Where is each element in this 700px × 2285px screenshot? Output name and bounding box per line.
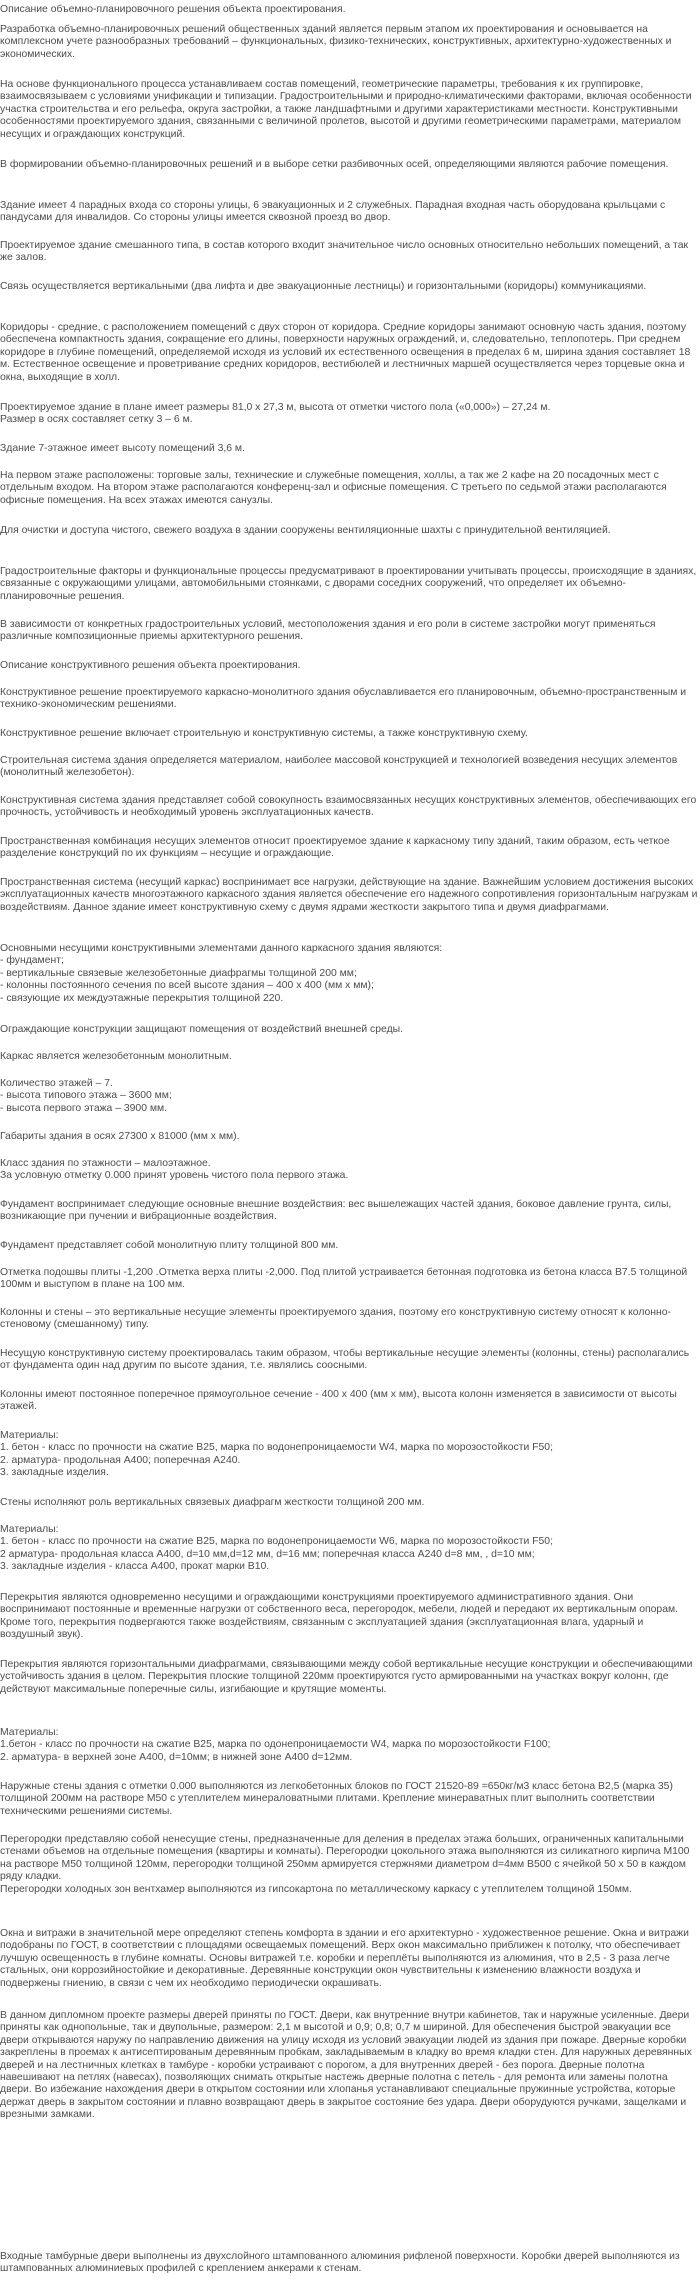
paragraph: Проектируемое здание смешанного типа, в состав которого входит значительное число основных относительно небольших помещений, а так же залов.: [0, 240, 689, 264]
paragraph: Для очистки и доступа чистого, свежего воздуха в здании сооружены вентиляционные шахты с принудительной вентиляцией.: [0, 525, 611, 536]
paragraph: Колонны и стены – это вертикальные несущие элементы проектируемого здания, поэтому его конструктивную систему относят к колонно-стеновому (смешанному) типу.: [0, 1307, 672, 1331]
paragraph: Пространственная система (несущий каркас) воспринимает все нагрузки, действующие на здание. Важнейшим условием достижения высоких эксплуатационных качеств многоэтажного каркасного здания является обеспечение его надежного сопротивления горизонтальным нагрузкам и воздействиям. Данное здание имеет конструктивную схему с двумя ядрами жесткости закрытого типа и двумя диафрагмами.: [0, 877, 698, 913]
paragraph: Строительная система здания определяется материалом, наиболее массовой конструкцией и технологией возведения несущих элементов (монолитный железобетон).: [0, 755, 678, 779]
paragraph: Конструктивная система здания представляет собой совокупность взаимосвязанных несущих конструктивных элементов, обеспечивающих его прочность, устойчивость и необходимый уровень эксплуатационных качеств.: [0, 795, 697, 819]
paragraph: Каркас является железобетонным монолитным.: [0, 1051, 232, 1062]
paragraph: Ограждающие конструкции защищают помещения от воздействий внешней среды.: [0, 1024, 403, 1035]
paragraph: В данном дипломном проекте размеры дверей приняты по ГОСТ. Двери, как внутренние внутри кабинетов, так и наружные усиленные. Двери приняты как однопольные, так и двупольные, размером: 2,1 м высотой и 0,9; 0,8; 0,7 м шириной. Для обеспечения быстрой эвакуации все двери открываются наружу по направлению движения на улицу исходя из условий эвакуации людей из здания при пожаре. Дверные коробки закреплены в проемах к антисептированым деревянным пробкам, закладываемым в кладку во время кладки стен. Для наружных деревянных дверей и на лестничных клетках в тамбуре - коробки устраивают с порогом, а для внутренних дверей - без порога. Дверные полотна навешивают на петлях (навесах), позволяющих снимать открытые настежь дверные полотна с петель - для ремонта или замены полотна двери. Во избежание нахождения двери в открытом состоянии или хлопанья устанавливают специальные пружинные устройства, которые держат дверь в закрытом состоянии и плавно возвращают дверь в закрытое состояние без удара. Двери оборудуются ручками, защелками и врезными замками.: [0, 2010, 692, 2121]
paragraph: Класс здания по этажности – малоэтажное. За условную отметку 0.000 принят уровень чистого пола первого этажа.: [0, 1158, 349, 1182]
section-heading-structural: Описание конструктивного решения объекта проектирования.: [0, 660, 301, 671]
paragraph: Перекрытия являются горизонтальными диафрагмами, связывающими между собой вертикальные несущие конструкции и обеспечивающими устойчивость здания в целом. Перекрытия плоские толщиной 220мм проектируются густо армированными на участках вокруг колонн, где действуют максимальные поперечные силы, изгибающие и крутящие моменты.: [0, 1659, 693, 1695]
paragraph: Габариты здания в осях 27300 х 81000 (мм х мм).: [0, 1131, 240, 1142]
paragraph: Наружные стены здания с отметки 0.000 выполняются из легкобетонных блоков по ГОСТ 21520-89 =650кг/м3 класс бетона В2,5 (марка 35) толщиной 200мм на растворе М50 с утеплителем минераловатными плитами. Крепление минераватных плит выполнить соответствии техническими решениями системы.: [0, 1781, 673, 1817]
paragraph: Коридоры - средние, с расположением помещений с двух сторон от коридора. Средние коридоры занимают основную часть здания, поэтому обеспечена компактность здания, сокращение его длины, поверхности наружных ограждений, и, следовательно, теплопотерь. При среднем коридоре в глубине помещений, определяемой исходя из условий их естественного освещения в пределах 6 м, ширина здания составляет 18 м. Естественное освещение и проветривание средних коридоров, вестибюлей и лестничных маршей осуществляется через торцевые окна и окна, выходящие в холл.: [0, 322, 691, 383]
paragraph: Связь осуществляется вертикальными (два лифта и две эвакуационные лестницы) и горизонтальными (коридоры) коммуникациями.: [0, 281, 647, 292]
paragraph: Перегородки представляю собой ненесущие стены, предназначенные для деления в пределах этажа больших, ограниченных капитальными стенами объемов на отдельные помещения (квартиры и комнаты). Перегородки цокольного этажа выполняются из силикатного кирпича М100 на растворе М50 толщиной 120мм, перегородки толщиной 250мм армируется стержнями диаметром d=4мм В500 с ячейкой 50 х 50 в каждом ряду кладки. Перегородки холодных зон вентхамер выполняются из гипсокартона по металлическому каркасу с утеплителем толщиной 150мм.: [0, 1834, 690, 1895]
paragraph: Здание 7-этажное имеет высоту помещений 3,6 м.: [0, 443, 245, 454]
materials-list: Материалы: 1. бетон - класс по прочности на сжатие В25, марка по водонепроницаемости W6, марка по морозостойкости F50; 2 арматура- продольная класса А400, d=10 мм,d=12 мм, d=16 мм; поперечная класса А240 d=8 мм, , d=10 мм; 3. закладные изделия - класса А400, прокат марки В10.: [0, 1524, 553, 1573]
paragraph: Конструктивное решение включает строительную и конструктивную системы, а также конструктивную схему.: [0, 728, 528, 739]
paragraph: В формировании объемно-планировочных решений и в выборе сетки разбивочных осей, определяющими являются рабочие помещения.: [0, 159, 669, 170]
list-paragraph: Количество этажей – 7. - высота типового этажа – 3600 мм; - высота первого этажа – 3900 мм.: [0, 1078, 172, 1114]
paragraph: Фундамент представляет собой монолитную плиту толщиной 800 мм.: [0, 1240, 339, 1251]
list-paragraph: Основными несущими конструктивными элементами данного каркасного здания являются: - фундамент; - вертикальные связевые железобетонные диафрагмы толщиной 200 мм; - колонны постоянного сечения по всей высоте здания – 400 х 400 (мм х мм); - связующие их междуэтажные перекрытия толщиной 220.: [0, 943, 443, 1004]
paragraph: Конструктивное решение проектируемого каркасно-монолитного здания обуславливается его планировочным, объемно-пространственным и технико-экономическим решениями.: [0, 687, 687, 711]
section-heading-space-planning: Описание объемно-планировочного решения объекта проектирования.: [0, 4, 346, 15]
materials-list: Материалы: 1. бетон - класс по прочности на сжатие В25, марка по водонепроницаемости W4, марка по морозостойкости F50; 2. арматура- продольная А400; поперечная А240. 3. закладные изделия.: [0, 1430, 553, 1479]
paragraph: Здание имеет 4 парадных входа со стороны улицы, 6 эвакуационных и 2 служебных. Парадная входная часть оборудована крыльцами с пандусами для инвалидов. Со стороны улицы имеется сквозной проезд во двор.: [0, 200, 666, 224]
paragraph: Градостроительные факторы и функциональные процессы предусматривают в проектировании учитывать процессы, происходящие в зданиях, связанные с окружающими улицами, автомобильными стоянками, с дворами соседних сооружений, что определяет их объемно-планировочные решения.: [0, 566, 697, 602]
paragraph: Перекрытия являются одновременно несущими и ограждающими конструкциями проектируемого административного здания. Они воспринимают постоянные и временные нагрузки от собственного веса, перегородок, мебели, людей и передают их вертикальным опорам. Кроме того, перекрытия подвергаются также воздействиям, связанным с эксплуатацией здания (эксплуатационная влага, ударный и воздушный звук).: [0, 1592, 679, 1641]
paragraph: Пространственная комбинация несущих элементов относит проектируемое здание к каркасному типу зданий, таким образом, есть четкое разделение конструкций по их функциям – несущие и ограждающие.: [0, 836, 670, 860]
paragraph: Отметка подошвы плиты -1,200 .Отметка верха плиты -2,000. Под плитой устраивается бетонная подготовка из бетона класса В7.5 толщиной 100мм и выступом в плане на 100 мм.: [0, 1267, 688, 1291]
paragraph: На основе функционального процесса устанавливаем состав помещений, геометрические параметры, требования к их группировке, взаимосвязываем с условиями унификации и типизации. Градостроительными и природно-климатическими факторами, включая особенности участка строительства и его рельефа, округа застройки, а также ландшафтными и другими характеристиками местности. Конструктивными особенностями проектируемого здания, связанными с величиной пролетов, высотой и другими геометрическими параметрами, материалом несущих и ограждающих конструкций.: [0, 79, 692, 140]
paragraph: Несущую конструктивную систему проектировалась таким образом, чтобы вертикальные несущие элементы (колонны, стены) располагались от фундамента один над другим по высоте здания, т.е. являлись соосными.: [0, 1348, 690, 1372]
materials-list: Материалы: 1.бетон - класс по прочности на сжатие В25, марка по одонепроницаемости W4, марка по морозостойкости F100; 2. арматура- в верхней зоне А400, d=10мм; в нижней зоне А400 d=12мм.: [0, 1727, 551, 1763]
paragraph: Разработка объемно-планировочных решений общественных зданий является первым этапом их проектирования и основывается на комплексном учете разнообразных требований – функциональных, физико-технических, конструктивных, архитектурно-художественных и экономических.: [0, 24, 672, 60]
paragraph: Стены исполняют роль вертикальных связевых диафрагм жесткости толщиной 200 мм.: [0, 1497, 425, 1508]
paragraph: На первом этаже расположены: торговые залы, технические и служебные помещения, холлы, а так же 2 кафе на 20 посадочных мест с отдельным входом. На втором этаже располагаются конференц-зал и офисные помещения. С третьего по седьмой этажи располагаются офисные помещения. На всех этажах имеются санузлы.: [0, 470, 667, 506]
paragraph: Проектируемое здание в плане имеет размеры 81,0 х 27,3 м, высота от отметки чистого пола («0,000») – 27,24 м. Размер в осях составляет сетку 3 – 6 м.: [0, 402, 551, 426]
paragraph: Фундамент воспринимает следующие основные внешние воздействия: вес вышележащих частей здания, боковое давление грунта, силы, возникающие при пучении и вибрационные воздействия.: [0, 1199, 672, 1223]
paragraph: Колонны имеют постоянное поперечное прямоугольное сечение - 400 х 400 (мм х мм), высота колонн изменяется в зависимости от высоты этажей.: [0, 1389, 677, 1413]
paragraph: В зависимости от конкретных градостроительных условий, местоположения здания и его роли в системе застройки могут применяться различные композиционные приемы архитектурного решения.: [0, 619, 656, 643]
paragraph: Окна и витражи в значительной мере определяют степень комфорта в здании и его архитектурно - художественное решение. Окна и витражи подобраны по ГОСТ, в соответствии с площадями освещаемых помещений. Верх окон максимально приближен к потолку, что обеспечивает лучшую освещенность в глубине комнаты. Основы витражей т.е. коробки и переплёты выполняются из алюминия, что в 2,5 - 3 раза легче стальных, они коррозийностойкие и декоративные. Деревянные конструкции окон чувствительны к изменению влажности воздуха и подвержены гниению, в связи с чем их необходимо периодически окрашивать.: [0, 1928, 689, 1989]
paragraph: Входные тамбурные двери выполнены из двухслойного штампованного алюминия рифленой поверхности. Коробки дверей выполняются из штампованных алюминиевых профилей с креплением анкерами к стенам.: [0, 2251, 680, 2275]
